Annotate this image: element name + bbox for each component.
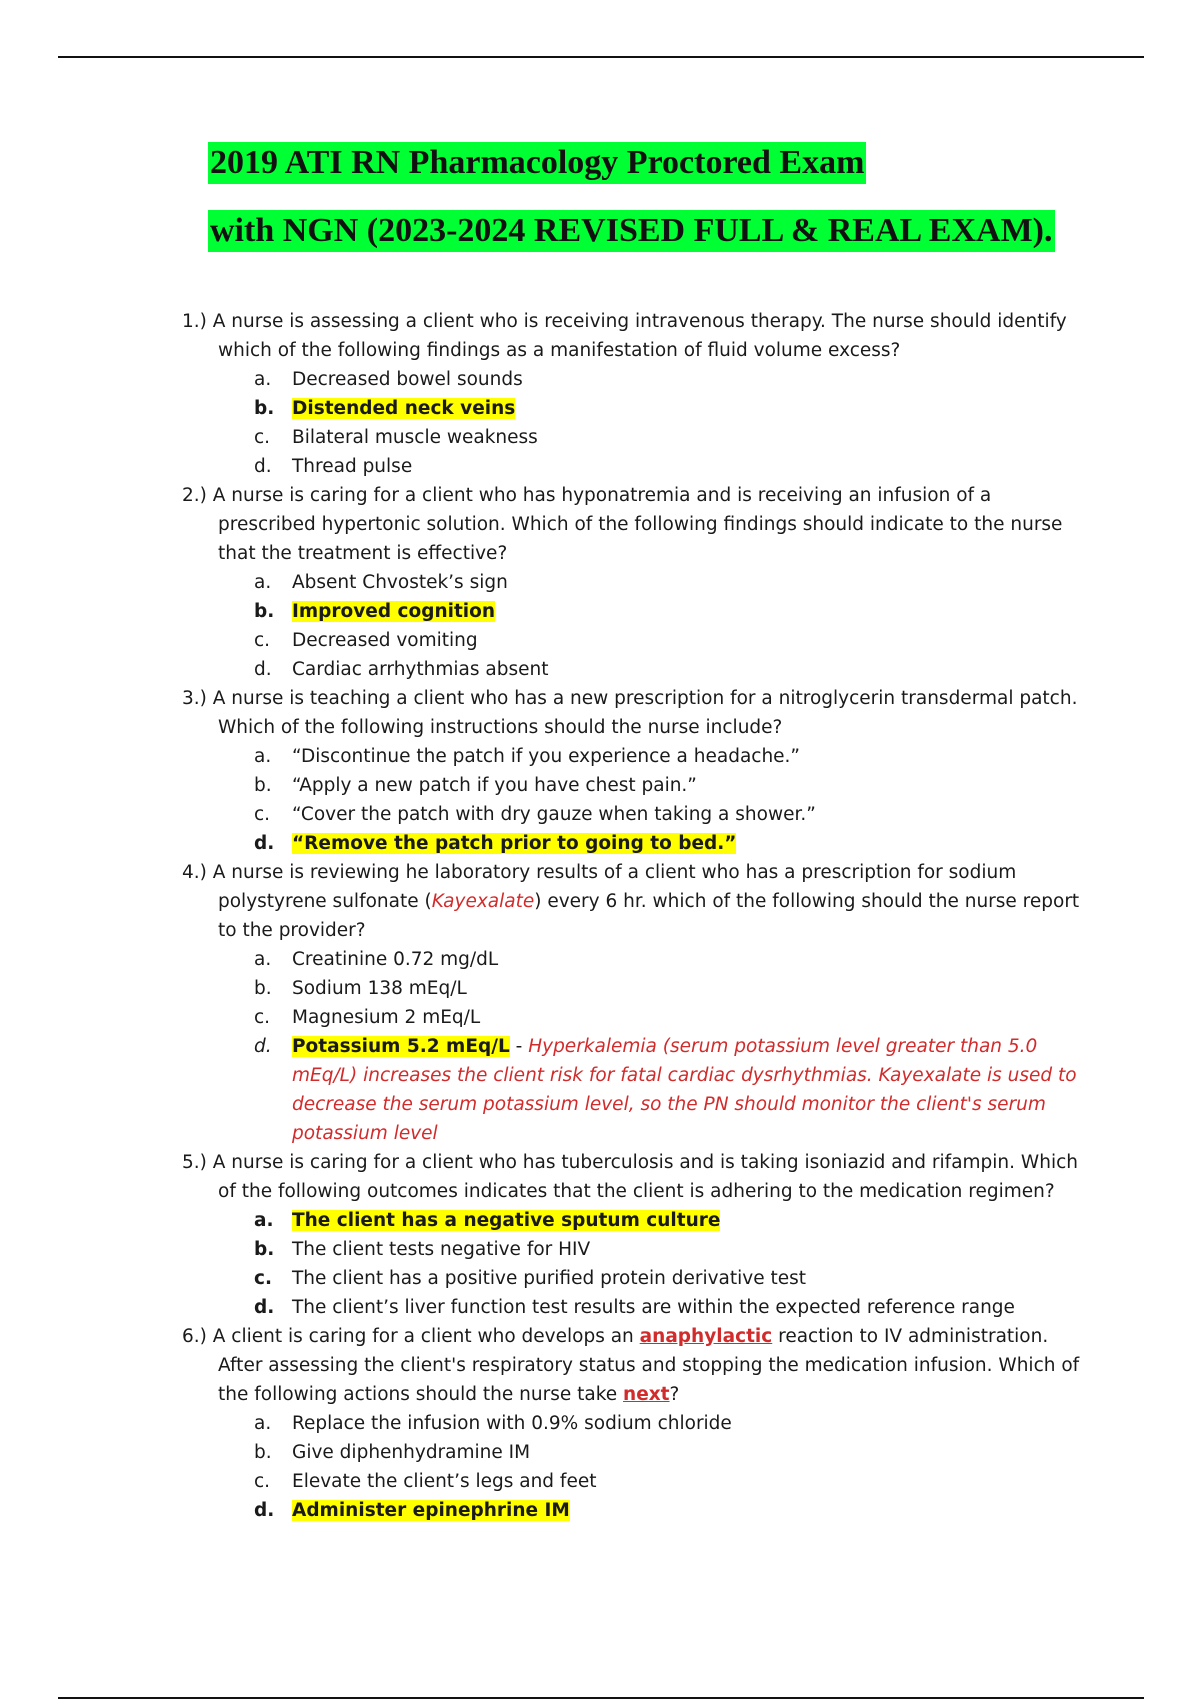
option-a: a. Creatinine 0.72 mg/dL bbox=[254, 949, 499, 970]
option-c: c. “Cover the patch with dry gauze when taking a shower.” bbox=[254, 804, 816, 825]
answer-highlight: Potassium 5.2 mEq/L bbox=[292, 1036, 510, 1057]
answer-highlight: Distended neck veins bbox=[292, 398, 516, 419]
question-2 bbox=[182, 481, 1082, 684]
option-a: a. Absent Chvostek’s sign bbox=[254, 572, 508, 593]
question-stem: 4.) A nurse is reviewing he laboratory results of a client who has a prescription for sodium polystyrene sulfonate (Kayexalate) every 6 hr. which of the following should the nurse report to the provider? bbox=[182, 862, 1080, 941]
option-b-answer: b. Distended neck veins bbox=[254, 398, 516, 419]
question-stem: 1.) A nurse is assessing a client who is receiving intravenous therapy. The nurse should identify which of the following findings as a manifestation of fluid volume excess? bbox=[182, 311, 1067, 361]
answer-highlight: Improved cognition bbox=[292, 601, 496, 622]
option-list bbox=[182, 742, 1082, 858]
option-a: a. Replace the infusion with 0.9% sodium chloride bbox=[254, 1413, 732, 1434]
rationale-text: Hyperkalemia (serum potassium level greater than 5.0 mEq/L) increases the client risk for fatal cardiac dysrhythmias. Kayexalate is used to decrease the serum potassium level, so the PN should monitor the client's serum potassium level bbox=[292, 1036, 1077, 1144]
option-list bbox=[182, 1409, 1082, 1525]
document-title-line-2: with NGN (2023-2024 REVISED FULL & REAL EXAM). bbox=[208, 210, 1055, 252]
option-a: a. Decreased bowel sounds bbox=[254, 369, 523, 390]
question-stem: 3.) A nurse is teaching a client who has a new prescription for a nitroglycerin transdermal patch. Which of the following instructions should the nurse include? bbox=[182, 688, 1078, 738]
option-b: b. Give diphenhydramine IM bbox=[254, 1442, 531, 1463]
question-stem: 6.) A client is caring for a client who develops an anaphylactic reaction to IV administration. After assessing the client's respiratory status and stopping the medication infusion. Which of the following actions should the nurse take next? bbox=[182, 1326, 1080, 1405]
question-6 bbox=[182, 1322, 1082, 1525]
option-b: b. The client tests negative for HIV bbox=[254, 1239, 591, 1260]
option-a: a. “Discontinue the patch if you experience a headache.” bbox=[254, 746, 801, 767]
option-d-answer: d. Administer epinephrine IM bbox=[254, 1500, 570, 1521]
keyword-next: next bbox=[623, 1384, 670, 1405]
question-4 bbox=[182, 858, 1082, 1148]
drug-name: Kayexalate bbox=[431, 891, 535, 912]
option-b: b. Sodium 138 mEq/L bbox=[254, 978, 467, 999]
option-c: c. Magnesium 2 mEq/L bbox=[254, 1007, 481, 1028]
option-d: d. The client’s liver function test results are within the expected reference range bbox=[254, 1297, 1015, 1318]
option-c: c. The client has a positive purified protein derivative test bbox=[254, 1268, 807, 1289]
answer-highlight: “Remove the patch prior to going to bed.” bbox=[292, 833, 737, 854]
option-list bbox=[182, 568, 1082, 684]
option-list bbox=[182, 945, 1082, 1148]
top-rule bbox=[58, 56, 1144, 58]
answer-highlight: Administer epinephrine IM bbox=[292, 1500, 570, 1521]
option-c: c. Elevate the client’s legs and feet bbox=[254, 1471, 597, 1492]
option-b: b. “Apply a new patch if you have chest pain.” bbox=[254, 775, 697, 796]
option-b-answer: b. Improved cognition bbox=[254, 601, 496, 622]
option-d-answer: d. “Remove the patch prior to going to bed.” bbox=[254, 833, 737, 854]
option-c: c. Bilateral muscle weakness bbox=[254, 427, 538, 448]
option-d: d. Cardiac arrhythmias absent bbox=[254, 659, 549, 680]
option-a-answer: a. The client has a negative sputum culture bbox=[254, 1210, 721, 1231]
option-c: c. Decreased vomiting bbox=[254, 630, 478, 651]
answer-highlight: The client has a negative sputum culture bbox=[292, 1210, 721, 1231]
option-d: d. Thread pulse bbox=[254, 456, 413, 477]
option-list bbox=[182, 1206, 1082, 1322]
question-1 bbox=[182, 307, 1082, 481]
document-title-line-1: 2019 ATI RN Pharmacology Proctored Exam bbox=[208, 142, 866, 184]
bottom-rule bbox=[58, 1697, 1144, 1699]
question-3 bbox=[182, 684, 1082, 858]
question-5 bbox=[182, 1148, 1082, 1322]
option-d-answer: d. Potassium 5.2 mEq/L - Hyperkalemia (serum potassium level greater than 5.0 mEq/L) increases the client risk for fatal cardiac dysrhythmias. Kayexalate is used to decrease the serum potassium level, so the PN should monitor the client's serum potassium level bbox=[254, 1036, 1077, 1144]
keyword-anaphylactic: anaphylactic bbox=[639, 1326, 773, 1347]
question-stem: 2.) A nurse is caring for a client who has hyponatremia and is receiving an infusion of a prescribed hypertonic solution. Which of the following findings should indicate to the nurse that the treatment is effective? bbox=[182, 485, 1063, 564]
question-stem: 5.) A nurse is caring for a client who has tuberculosis and is taking isoniazid and rifampin. Which of the following outcomes indicates that the client is adhering to the medication regimen? bbox=[182, 1152, 1078, 1202]
option-list bbox=[182, 365, 1082, 481]
question-list bbox=[182, 307, 1082, 1525]
